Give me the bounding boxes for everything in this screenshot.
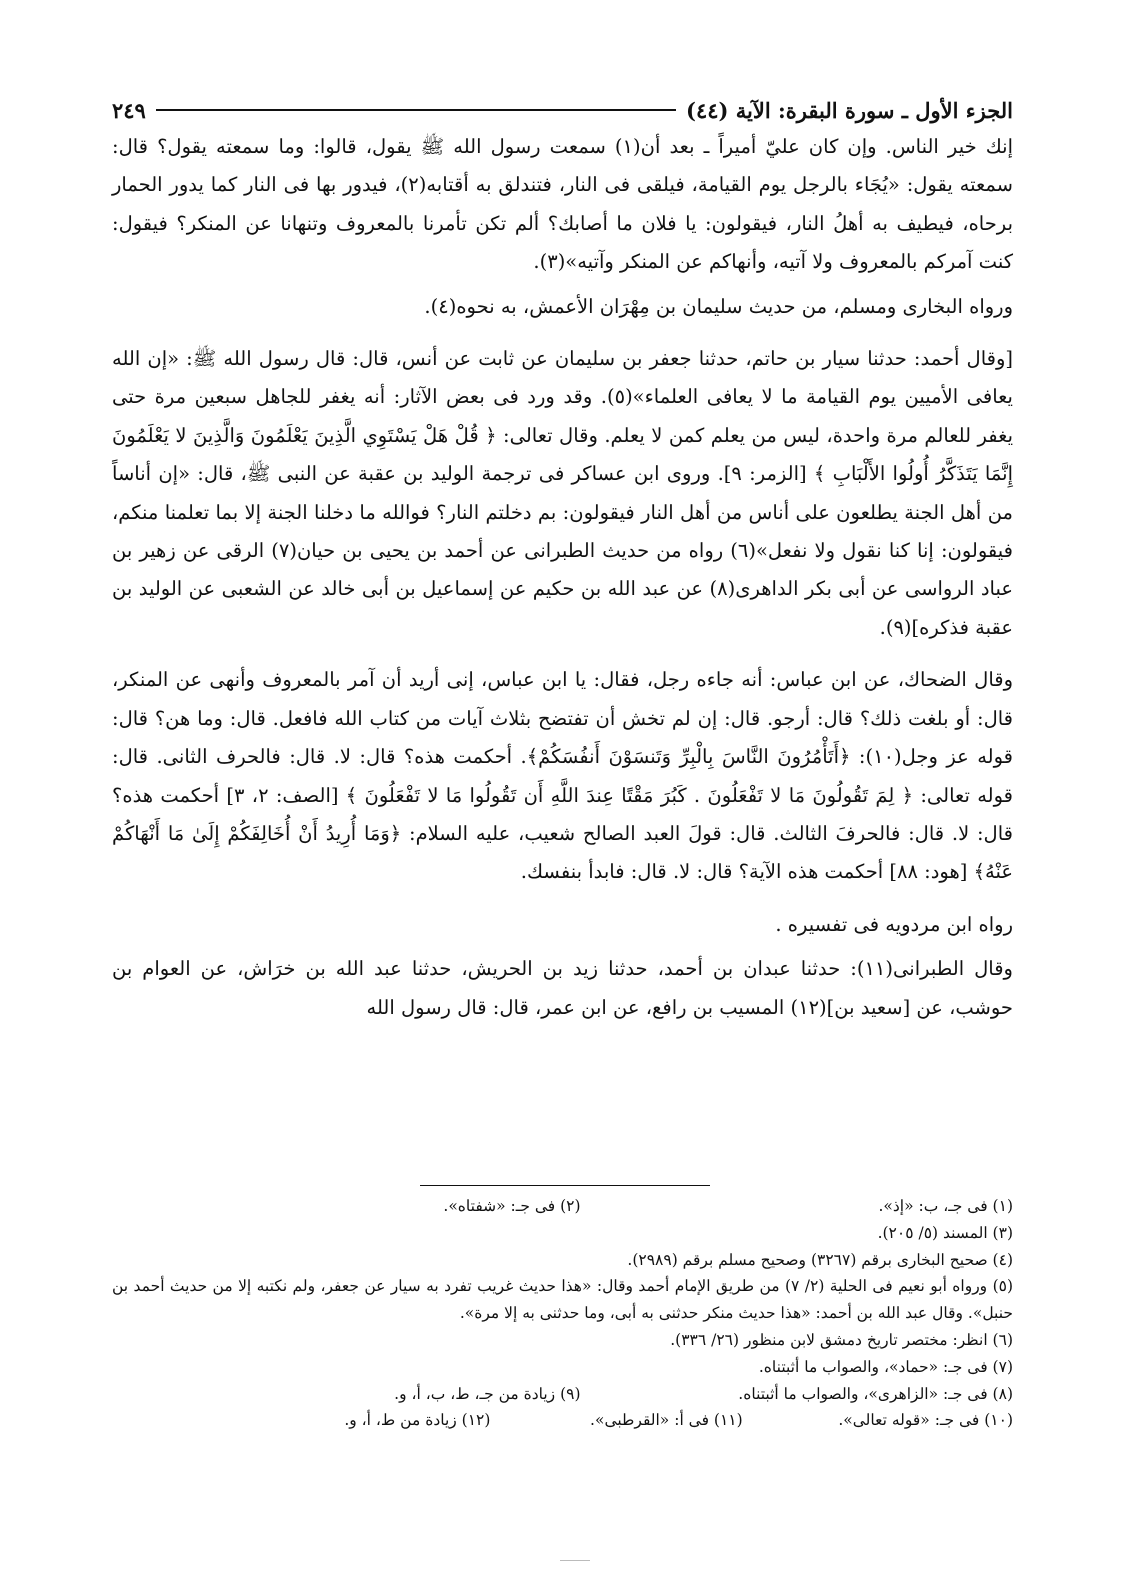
- running-title: الجزء الأول ـ سورة البقرة: الآية (٤٤): [686, 97, 1013, 123]
- footnote-4: (٤) صحيح البخارى برقم (٣٢٦٧) وصحيح مسلم برقم (٢٩٨٩).: [627, 1250, 1013, 1269]
- bottom-scan-mark: [560, 1560, 590, 1561]
- paragraph-4: وقال الضحاك، عن ابن عباس: أنه جاءه رجل، فقال: يا ابن عباس، إنى أريد أن آمر بالمعروف وأنهى عن المنكر، قال: أو بلغت ذلك؟ قال: أرجو. قال: إن لم تخش أن تفتضح بثلاث آيات من كتاب الله فافعل. قال: وما هن؟ قال: قوله عز وجل(١٠): ﴿أَتَأْمُرُونَ النَّاسَ بِالْبِرِّ وَتَنسَوْنَ أَنفُسَكُمْ﴾. أحكمت هذه؟ قال: لا. قال: فالحرف الثانى. قال: قوله تعالى: ﴿ لِمَ تَقُولُونَ مَا لا تَفْعَلُونَ . كَبُرَ مَقْتًا عِندَ اللَّهِ أَن تَقُولُوا مَا لا تَفْعَلُونَ ﴾ [الصف: ٢، ٣] أحكمت هذه؟ قال: لا. قال: فالحرفَ الثالث. قال: قولَ العبد الصالح شعيب، عليه السلام: ﴿وَمَا أُرِيدُ أَنْ أُخَالِفَكُمْ إِلَىٰ مَا أَنْهَاكُمْ عَنْهُ﴾ [هود: ٨٨] أحكمت هذه الآية؟ قال: لا. قال: فابدأ بنفسك.: [112, 668, 1013, 884]
- footnote-12: (١٢) زيادة من ط، أ، و.: [344, 1411, 491, 1430]
- footnote-5: (٥) ورواه أبو نعيم فى الحلية (٢/ ٧) من طريق الإمام أحمد وقال: «هذا حديث غريب تفرد به سيار عن جعفر، ولم نكتبه إلا من حديث أحمد بن حنبل». وقال عبد الله بن أحمد: «هذا حديث منكر حدثنى به أبى، وما حدثنى به إلا مرة».: [112, 1277, 1014, 1323]
- footnote-11: (١١) فى أ: «القرطبى».: [590, 1411, 743, 1430]
- footnote-row: [112, 1407, 1013, 1434]
- header-rule: [156, 109, 676, 111]
- footnote-row: [112, 1247, 1013, 1274]
- paragraph-3: [وقال أحمد: حدثنا سيار بن حاتم، حدثنا جعفر بن سليمان عن ثابت عن أنس، قال: قال رسول الله ﷺ: «إن الله يعافى الأميين يوم القيامة ما لا يعافى العلماء»(٥). وقد ورد فى بعض الآثار: أنه يغفر للجاهل سبعين مرة حتى يغفر للعالم مرة واحدة، ليس من يعلم كمن لا يعلم. وقال تعالى: ﴿ قُلْ هَلْ يَسْتَوِي الَّذِينَ يَعْلَمُونَ وَالَّذِينَ لا يَعْلَمُونَ إِنَّمَا يَتَذَكَّرُ أُولُوا الأَلْبَابِ ﴾ [الزمر: ٩]. وروى ابن عساكر فى ترجمة الوليد بن عقبة عن النبى ﷺ، قال: «إن أناساً من أهل الجنة يطلعون على أناس من أهل النار فيقولون: بم دخلتم النار؟ فوالله ما دخلنا الجنة إلا بما تعلمنا منكم، فيقولون: إنا كنا نقول ولا نفعل»(٦) رواه من حديث الطبرانى عن أحمد بن يحيى بن حيان(٧) الرقى عن زهير بن عباد الرواسى عن أبى بكر الداهرى(٨) عن عبد الله بن حكيم عن إسماعيل بن أبى خالد عن الشعبى عن الوليد بن عقبة فذكره](٩).: [112, 347, 1014, 639]
- footnotes: [112, 1193, 1013, 1434]
- footnote-8: (٨) فى جـ: «الزاهرى»، والصواب ما أثبتناه.: [738, 1384, 1013, 1403]
- footnote-row: [112, 1354, 1013, 1381]
- footnote-row: [112, 1193, 1013, 1220]
- footnote-2: (٢) فى جـ: «شفتاه».: [443, 1197, 581, 1215]
- footnote-row: [112, 1327, 1013, 1354]
- footnote-separator: [420, 1185, 710, 1186]
- main-text: [112, 128, 1013, 1033]
- paragraph-5: رواه ابن مردويه فى تفسيره .: [775, 912, 1013, 936]
- footnote-9: (٩) زيادة من جـ، ط، ب، أ، و.: [394, 1384, 581, 1403]
- running-header: [112, 90, 1013, 130]
- footnote-7: (٧) فى جـ: «حماد»، والصواب ما أثبتناه.: [758, 1357, 1013, 1376]
- paragraph-1: إنك خير الناس. وإن كان عليّ أميراً ـ بعد أن(١) سمعت رسول الله ﷺ يقول، قالوا: وما سمعته يقول؟ قال: سمعته يقول: «يُجَاء بالرجل يوم القيامة، فيلقى فى النار، فتندلق به أقتابه(٢)، فيدور بها فى النار كما يدور الحمار برحاه، فيطيف به أهلُ النار، فيقولون: يا فلان ما أصابك؟ ألم تكن تأمرنا بالمعروف وتنهانا عن المنكر؟ فيقول: كنت آمركم بالمعروف ولا آتيه، وأنهاكم عن المنكر وآتيه»(٣).: [112, 135, 1014, 274]
- footnote-1: (١) فى جـ، ب: «إذ».: [878, 1197, 1013, 1215]
- footnote-row: [112, 1220, 1013, 1247]
- footnote-10: (١٠) فى جـ: «قوله تعالى».: [838, 1411, 1013, 1430]
- paragraph-6: وقال الطبرانى(١١): حدثنا عبدان بن أحمد، حدثنا زيد بن الحريش، حدثنا عبد الله بن خرَاش، عن العوام بن حوشب، عن [سعيد بن](١٢) المسيب بن رافع، عن ابن عمر، قال: قال رسول الله: [112, 957, 1013, 1019]
- footnote-3: (٣) المسند (٥/ ٢٠٥).: [877, 1223, 1013, 1242]
- paragraph-2: ورواه البخارى ومسلم، من حديث سليمان بن مِهْرَان الأعمش، به نحوه(٤).: [424, 294, 1013, 318]
- footnote-6: (٦) انظر: مختصر تاريخ دمشق لابن منظور (٢٦/ ٣٣٦).: [670, 1330, 1013, 1349]
- page-number: ٢٤٩: [112, 97, 146, 123]
- footnote-row: [112, 1381, 1013, 1408]
